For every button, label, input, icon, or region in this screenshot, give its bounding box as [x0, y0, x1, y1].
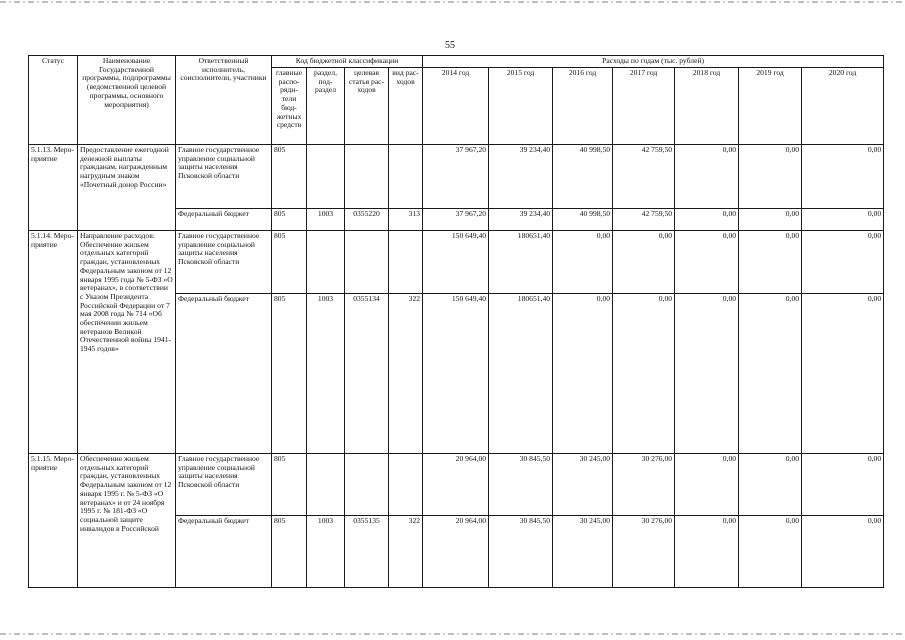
kind-cell	[389, 454, 423, 516]
value-cell: 30 245,00	[553, 454, 613, 516]
value-cell: 30 845,50	[489, 454, 553, 516]
value-cell: 0,00	[739, 294, 802, 454]
value-cell: 0,00	[739, 231, 802, 294]
value-cell: 30 276,00	[613, 516, 675, 588]
responsible-cell: Федеральный бюджет	[176, 209, 272, 231]
status-cell: 5.1.14. Меро-приятие	[29, 231, 78, 454]
header-year: 2019 год	[739, 68, 802, 145]
status-cell: 5.1.13. Меро-приятие	[29, 145, 78, 231]
value-cell: 180651,40	[489, 294, 553, 454]
scan-edge-top	[0, 1, 905, 3]
header-expenses: Расходы по годам (тыс. рублей)	[423, 56, 884, 68]
value-cell: 20 964,00	[423, 516, 489, 588]
kind-cell	[389, 145, 423, 209]
grbs-cell: 805	[272, 145, 307, 209]
value-cell: 30 276,00	[613, 454, 675, 516]
grbs-cell: 805	[272, 231, 307, 294]
value-cell: 0,00	[739, 516, 802, 588]
value-cell: 0,00	[675, 231, 739, 294]
value-cell: 0,00	[613, 294, 675, 454]
value-cell: 0,00	[675, 294, 739, 454]
header-grbs: главные распо-ряди-тели бюд-жетных средств	[272, 68, 307, 145]
responsible-cell: Федеральный бюджет	[176, 294, 272, 454]
header-year: 2017 год	[613, 68, 675, 145]
value-cell: 42 759,50	[613, 145, 675, 209]
header-kind: вид рас-ходов	[389, 68, 423, 145]
target-cell: 0355135	[345, 516, 389, 588]
header-year: 2018 год	[675, 68, 739, 145]
value-cell: 0,00	[739, 145, 802, 209]
value-cell: 40 998,50	[553, 145, 613, 209]
value-cell: 0,00	[675, 516, 739, 588]
value-cell: 20 964,00	[423, 454, 489, 516]
kind-cell: 322	[389, 516, 423, 588]
header-year: 2016 год	[553, 68, 613, 145]
responsible-cell: Федеральный бюджет	[176, 516, 272, 588]
header-row	[29, 56, 884, 68]
value-cell: 0,00	[675, 454, 739, 516]
section-cell: 1003	[307, 294, 345, 454]
section-cell	[307, 231, 345, 294]
header-year: 2015 год	[489, 68, 553, 145]
section-cell	[307, 145, 345, 209]
value-cell: 42 759,50	[613, 209, 675, 231]
value-cell: 39 234,40	[489, 145, 553, 209]
value-cell: 180651,40	[489, 231, 553, 294]
header-name: Наименование Государственной программы, подпрограммы (ведомственной целевой программы, основного мероприятия)	[78, 56, 176, 145]
value-cell: 39 234,40	[489, 209, 553, 231]
status-cell: 5.1.15. Меро-приятие	[29, 454, 78, 588]
section-cell	[307, 454, 345, 516]
budget-table	[28, 55, 884, 588]
grbs-cell: 805	[272, 454, 307, 516]
name-cell: Предоставление ежегодной денежной выплаты гражданам, награжденным нагрудным знаком «Почетный донор России»	[78, 145, 176, 231]
value-cell: 0,00	[802, 516, 884, 588]
target-cell: 0355134	[345, 294, 389, 454]
value-cell: 0,00	[802, 209, 884, 231]
responsible-cell: Главное государственное управление социальной защиты населения Псковской области	[176, 145, 272, 209]
kind-cell: 322	[389, 294, 423, 454]
value-cell: 0,00	[553, 231, 613, 294]
value-cell: 37 967,20	[423, 209, 489, 231]
value-cell: 150 649,40	[423, 231, 489, 294]
target-cell: 0355220	[345, 209, 389, 231]
name-cell: Обеспечение жильем отдельных категорий граждан, установленных Федеральным законом от 12 января 1995 г. № 5-ФЗ «О ветеранах» и от 24 ноября 1995 г. № 181-ФЗ «О социальной защите инвалидов в Российской	[78, 454, 176, 588]
kind-cell: 313	[389, 209, 423, 231]
table-row	[29, 454, 884, 516]
table-row	[29, 231, 884, 294]
value-cell: 0,00	[739, 454, 802, 516]
table-row	[29, 145, 884, 209]
value-cell: 0,00	[802, 294, 884, 454]
page-number: 55	[445, 40, 455, 51]
responsible-cell: Главное государственное управление социальной защиты населения Псковской области	[176, 231, 272, 294]
header-section: раздел, под-раздел	[307, 68, 345, 145]
header-budget-code: Код бюджетной классификации	[272, 56, 423, 68]
value-cell: 0,00	[802, 231, 884, 294]
header-responsible: Ответственный исполнитель, соисполнители, участники	[176, 56, 272, 145]
header-target: целевая статья рас-ходов	[345, 68, 389, 145]
value-cell: 0,00	[802, 145, 884, 209]
grbs-cell: 805	[272, 516, 307, 588]
value-cell: 40 998,50	[553, 209, 613, 231]
kind-cell	[389, 231, 423, 294]
value-cell: 0,00	[739, 209, 802, 231]
value-cell: 0,00	[553, 294, 613, 454]
value-cell: 0,00	[802, 454, 884, 516]
value-cell: 0,00	[613, 231, 675, 294]
target-cell	[345, 231, 389, 294]
scan-edge-bottom	[0, 633, 905, 635]
target-cell	[345, 145, 389, 209]
responsible-cell: Главное государственное управление социальной защиты населения Псковской области	[176, 454, 272, 516]
table-body	[29, 56, 884, 588]
value-cell: 0,00	[675, 209, 739, 231]
header-status: Статус	[29, 56, 78, 145]
header-year: 2014 год	[423, 68, 489, 145]
value-cell: 37 967,20	[423, 145, 489, 209]
value-cell: 30 845,50	[489, 516, 553, 588]
name-cell: Направление расходов: Обеспечение жильем отдельных категорий граждан, установленных Федеральным законом от 12 января 1995 года № 5-ФЗ «О ветеранах», в соответствии с Указом Президента Российской Федерации от 7 мая 2008 года № 714 «Об обеспечении жильем ветеранов Великой Отечественной войны 1941-1945 годов»	[78, 231, 176, 454]
section-cell: 1003	[307, 209, 345, 231]
grbs-cell: 805	[272, 209, 307, 231]
value-cell: 30 245,00	[553, 516, 613, 588]
value-cell: 150 649,40	[423, 294, 489, 454]
target-cell	[345, 454, 389, 516]
section-cell: 1003	[307, 516, 345, 588]
grbs-cell: 805	[272, 294, 307, 454]
value-cell: 0,00	[675, 145, 739, 209]
header-year: 2020 год	[802, 68, 884, 145]
